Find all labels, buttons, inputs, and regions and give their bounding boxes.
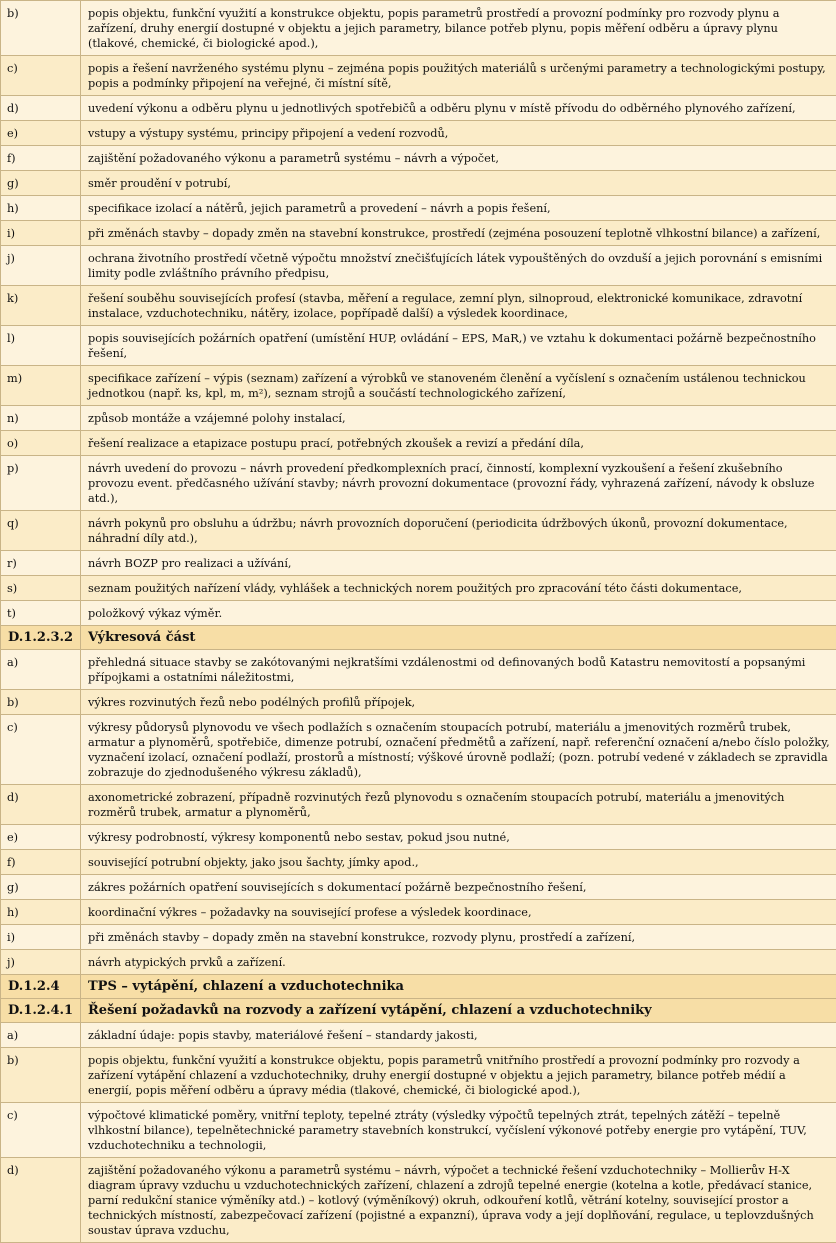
table-row: [1, 121, 836, 146]
item-label: d): [1, 96, 81, 121]
table-row: [1, 56, 836, 96]
item-text: zajištění požadovaného výkonu a parametrů systému – návrh, výpočet a technické řešení vzduchotechniky – Mollierův H-X diagram úpravy vzduchu u vzduchotechnických zařízení, chlazení a zdrojů tepelné energie (kotelna a kotle, předávací stanice, parní redukční stanice výměníky atd.) – kotlový (výměníkový) okruh, odkouření kotlů, větrání kotelny, související prostor a technických místností, zabezpečovací zařízení (pojistné a expanzní), úprava vody a její doplňování, regulace, u teplovzdušných soustav úprava vzduchu,: [81, 1158, 836, 1243]
table-row: [1, 1103, 836, 1158]
item-text: specifikace izolací a nátěrů, jejich parametrů a provedení – návrh a popis řešení,: [81, 196, 836, 221]
item-label: h): [1, 196, 81, 221]
item-label: f): [1, 146, 81, 171]
item-text: návrh pokynů pro obsluhu a údržbu; návrh provozních doporučení (periodicita údržbových úkonů, provozní dokumentace, náhradní díly atd.),: [81, 511, 836, 551]
table-row: [1, 900, 836, 925]
item-label: b): [1, 690, 81, 715]
table-row: [1, 456, 836, 511]
item-text: související potrubní objekty, jako jsou šachty, jímky apod.,: [81, 850, 836, 875]
item-text: řešení realizace a etapizace postupu prací, potřebných zkoušek a revizí a předání díla,: [81, 431, 836, 456]
section-number: D.1.2.4: [1, 975, 81, 999]
item-label: b): [1, 1, 81, 56]
item-label: d): [1, 785, 81, 825]
item-label: e): [1, 825, 81, 850]
item-label: k): [1, 286, 81, 326]
item-label: s): [1, 576, 81, 601]
section-title: Řešení požadavků na rozvody a zařízení vytápění, chlazení a vzduchotechniky: [81, 999, 836, 1023]
item-label: b): [1, 1048, 81, 1103]
item-label: j): [1, 246, 81, 286]
item-label: g): [1, 171, 81, 196]
item-text: směr proudění v potrubí,: [81, 171, 836, 196]
item-label: h): [1, 900, 81, 925]
item-label: d): [1, 1158, 81, 1243]
table-row: [1, 286, 836, 326]
item-text: koordinační výkres – požadavky na související profese a výsledek koordinace,: [81, 900, 836, 925]
item-text: návrh atypických prvků a zařízení.: [81, 950, 836, 975]
section-number: D.1.2.4.1: [1, 999, 81, 1023]
item-text: řešení souběhu souvisejících profesí (stavba, měření a regulace, zemní plyn, silnoproud, elektronické komunikace, zdravotní instalace, vzduchotechniku, nátěry, izolace, popřípadě další) a výsledek koordinace,: [81, 286, 836, 326]
table-row: [1, 96, 836, 121]
item-text: ochrana životního prostředí včetně výpočtu množství znečišťujících látek vypouštěných do ovzduší a jejich porovnání s emisními limity podle zvláštního právního předpisu,: [81, 246, 836, 286]
table-row: [1, 406, 836, 431]
table-row: [1, 326, 836, 366]
item-text: výkres rozvinutých řezů nebo podélných profilů přípojek,: [81, 690, 836, 715]
item-text: výkresy půdorysů plynovodu ve všech podlažích s označením stoupacích potrubí, materiálu a jmenovitých rozměrů trubek, armatur a plynoměrů, spotřebiče, dimenze potrubí, označení předmětů a zařízení, např. referenční označení a/nebo číslo položky, vyznačení izolací, označení podlaží, prostorů a místností; výškové úrovně podlaží; (pozn. potrubí vedené v základech se zpravidla zobrazuje do zjednodušeného výkresu základů),: [81, 715, 836, 785]
section-number: D.1.2.3.2: [1, 626, 81, 650]
item-label: q): [1, 511, 81, 551]
item-text: popis souvisejících požárních opatření (umístění HUP, ovládání – EPS, MaR,) ve vztahu k dokumentaci požárně bezpečnostního řešení,: [81, 326, 836, 366]
item-label: r): [1, 551, 81, 576]
item-label: e): [1, 121, 81, 146]
item-label: p): [1, 456, 81, 511]
item-label: c): [1, 715, 81, 785]
table-row: [1, 925, 836, 950]
table-row: [1, 1158, 836, 1243]
item-text: způsob montáže a vzájemné polohy instalací,: [81, 406, 836, 431]
table-row: [1, 171, 836, 196]
table-row: [1, 576, 836, 601]
item-text: specifikace zařízení – výpis (seznam) zařízení a výrobků ve stanoveném členění a vyčíslení s označením ustálenou technickou jednotkou (např. ks, kpl, m, m²), seznam strojů a součástí technologického zařízení,: [81, 366, 836, 406]
table-row: [1, 511, 836, 551]
item-label: g): [1, 875, 81, 900]
item-text: položkový výkaz výměr.: [81, 601, 836, 626]
item-label: c): [1, 56, 81, 96]
item-label: j): [1, 950, 81, 975]
item-label: i): [1, 925, 81, 950]
item-text: základní údaje: popis stavby, materiálové řešení – standardy jakosti,: [81, 1023, 836, 1048]
table-row: [1, 690, 836, 715]
table-row: [1, 715, 836, 785]
item-label: c): [1, 1103, 81, 1158]
table-row: [1, 850, 836, 875]
item-text: popis a řešení navrženého systému plynu – zejména popis použitých materiálů s určenými parametry a technologickými postupy, popis a podmínky připojení na veřejné, či místní sítě,: [81, 56, 836, 96]
section-heading-row: [1, 975, 836, 999]
item-label: i): [1, 221, 81, 246]
item-text: přehledná situace stavby se zakótovanými nejkratšími vzdálenostmi od definovaných bodů Katastru nemovitostí a popsanými přípojkami a ostatními náležitostmi,: [81, 650, 836, 690]
specification-table-body: [1, 1, 836, 1243]
item-text: vstupy a výstupy systému, principy připojení a vedení rozvodů,: [81, 121, 836, 146]
item-text: uvedení výkonu a odběru plynu u jednotlivých spotřebičů a odběru plynu v místě přívodu do odběrného plynového zařízení,: [81, 96, 836, 121]
table-row: [1, 785, 836, 825]
item-label: t): [1, 601, 81, 626]
table-row: [1, 246, 836, 286]
table-row: [1, 1048, 836, 1103]
table-row: [1, 1023, 836, 1048]
table-row: [1, 431, 836, 456]
table-row: [1, 825, 836, 850]
item-text: zajištění požadovaného výkonu a parametrů systému – návrh a výpočet,: [81, 146, 836, 171]
section-title: Výkresová část: [81, 626, 836, 650]
section-heading-row: [1, 999, 836, 1023]
item-text: seznam použitých nařízení vlády, vyhlášek a technických norem použitých pro zpracování této části dokumentace,: [81, 576, 836, 601]
item-text: při změnách stavby – dopady změn na stavební konstrukce, rozvody plynu, prostředí a zařízení,: [81, 925, 836, 950]
table-row: [1, 875, 836, 900]
item-label: m): [1, 366, 81, 406]
item-text: výpočtové klimatické poměry, vnitřní teploty, tepelné ztráty (výsledky výpočtů tepelných ztrát, tepelných zátěží – tepelně vlhkostní bilance), tepelnětechnické parametry stavebních konstrukcí, vyčíslení výkonové potřeby energie pro vytápění, TUV, vzduchotechniku a technologii,: [81, 1103, 836, 1158]
item-label: l): [1, 326, 81, 366]
table-row: [1, 551, 836, 576]
item-text: návrh BOZP pro realizaci a užívání,: [81, 551, 836, 576]
table-row: [1, 950, 836, 975]
item-text: výkresy podrobností, výkresy komponentů nebo sestav, pokud jsou nutné,: [81, 825, 836, 850]
table-row: [1, 650, 836, 690]
table-row: [1, 366, 836, 406]
item-text: zákres požárních opatření souvisejících s dokumentací požárně bezpečnostního řešení,: [81, 875, 836, 900]
item-text: při změnách stavby – dopady změn na stavební konstrukce, prostředí (zejména posouzení teplotně vlhkostní bilance) a zařízení,: [81, 221, 836, 246]
item-label: n): [1, 406, 81, 431]
item-text: axonometrické zobrazení, případně rozvinutých řezů plynovodu s označením stoupacích potrubí, materiálu a jmenovitých rozměrů trubek, armatur a plynoměrů,: [81, 785, 836, 825]
table-row: [1, 1, 836, 56]
table-row: [1, 196, 836, 221]
table-row: [1, 221, 836, 246]
item-label: a): [1, 1023, 81, 1048]
table-row: [1, 146, 836, 171]
item-text: popis objektu, funkční využití a konstrukce objektu, popis parametrů vnitřního prostředí a provozní podmínky pro rozvody a zařízení vytápění chlazení a vzduchotechniky, druhy energií dostupné v objektu a jejich parametry, bilance potřeb médií a energií, popis měření odběru a úpravy média (tlakové, chemické, či biologické apod.),: [81, 1048, 836, 1103]
section-title: TPS – vytápění, chlazení a vzduchotechnika: [81, 975, 836, 999]
section-heading-row: [1, 626, 836, 650]
item-label: f): [1, 850, 81, 875]
item-text: návrh uvedení do provozu – návrh provedení předkomplexních prací, činností, komplexní vyzkoušení a řešení zkušebního provozu event. předčasného užívání stavby; návrh provozní dokumentace (provozní řády, vyhrazená zařízení, návody k obsluze atd.),: [81, 456, 836, 511]
item-text: popis objektu, funkční využití a konstrukce objektu, popis parametrů prostředí a provozní podmínky pro rozvody plynu a zařízení, druhy energií dostupné v objektu a jejich parametry, bilance potřeb plynu, popis měření odběru a úpravy plynu (tlakové, chemické, či biologické apod.),: [81, 1, 836, 56]
table-row: [1, 601, 836, 626]
item-label: o): [1, 431, 81, 456]
item-label: a): [1, 650, 81, 690]
